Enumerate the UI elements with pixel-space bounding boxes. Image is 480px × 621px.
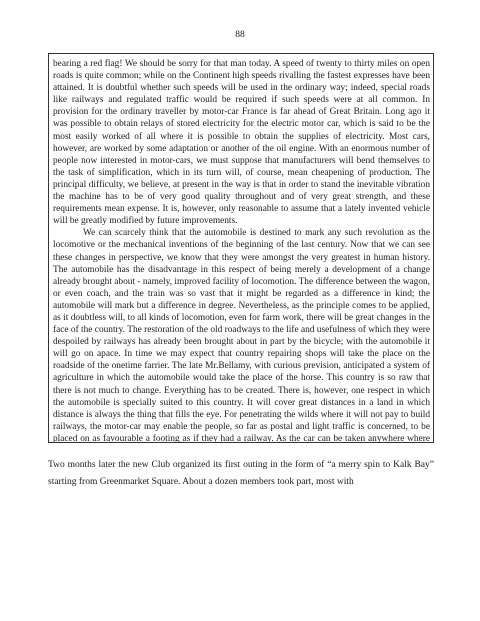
page-number: 88 xyxy=(235,30,245,40)
quote-paragraph-1: bearing a red flag! We should be sorry for that man today. A speed of twenty to thirty miles on open roads is quite common; while on the Continent high speeds rivalling the fastest expresses have been attained. It is doubtful whether such speeds will be used in the ordinary way; indeed, special roads like railways and regulated traffic would be required if such speeds were at all common. In provision for the ordinary traveller by motor-car France is far ahead of Great Britain. Long ago it was possible to obtain relays of stored electricity for the electric motor car, which is said to be the most easily worked of all where it is possible to obtain the supplies of electricity. Most cars, however, are worked by some adaptation or another of the oil engine. With an enormous number of people now interested in motor-cars, we must suppose that manufacturers will bend themselves to the task of simplification, which in its turn will, of course, mean cheapening of production. The principal difficulty, we believe, at present in the way is that in order to stand the inevitable vibration the machine has to be of very good quality throughout and of very great strength, and these requirements mean expense. It is, however, only reasonable to assume that a lately invented vehicle will be greatly modified by future improvements. xyxy=(53,59,430,227)
quote-paragraph-2: We can scarcely think that the automobile is destined to mark any such revolution as the locomotive or the mechanical inventions of the beginning of the last century. Now that we can see these changes in perspective, we know that they were amongst the very greatest in human history. The automobile has the disadvantage in this respect of being merely a development of a change already brought about - namely, improved facility of locomotion. The difference between the wagon, or even coach, and the train was so vast that it might be regarded as a difference in kind; the automobile will mark but a difference in degree. Nevertheless, as the principle comes to be applied, as it doubtless will, to all kinds of locomotion, even for farm work, there will be great changes in the face of the country. The restoration of the old roadways to the life and usefulness of which they were despoiled by railways has already been brought about in part by the bicycle; with the automobile it will go on apace. In time we may expect that country repairing shops will take the place on the roadside of the onetime farrier. The late Mr.Bellamy, with curious prevision, anticipated a system of agriculture in which the automobile would take the place of the horse. This country is so raw that there is not much to change. Everything has to be created. There is, however, one respect in which the automobile is specially suited to this country. It will cover great distances in a land in which distance is always the thing that fills the eye. For penetrating the wilds where it will not pay to build railways, the motor-car may enable the people, so far as postal and light traffic is concerned, to be placed on as favourable a footing as if they had a railway. As the car can be taken anywhere where xyxy=(53,228,430,443)
body-paragraph: Two months later the new Club organized its first outing in the form of “a merry spin to Kalk Bay” starting from Greenmarket Square. About a dozen members took part, most with xyxy=(48,460,434,487)
quoted-excerpt-box xyxy=(48,53,434,443)
